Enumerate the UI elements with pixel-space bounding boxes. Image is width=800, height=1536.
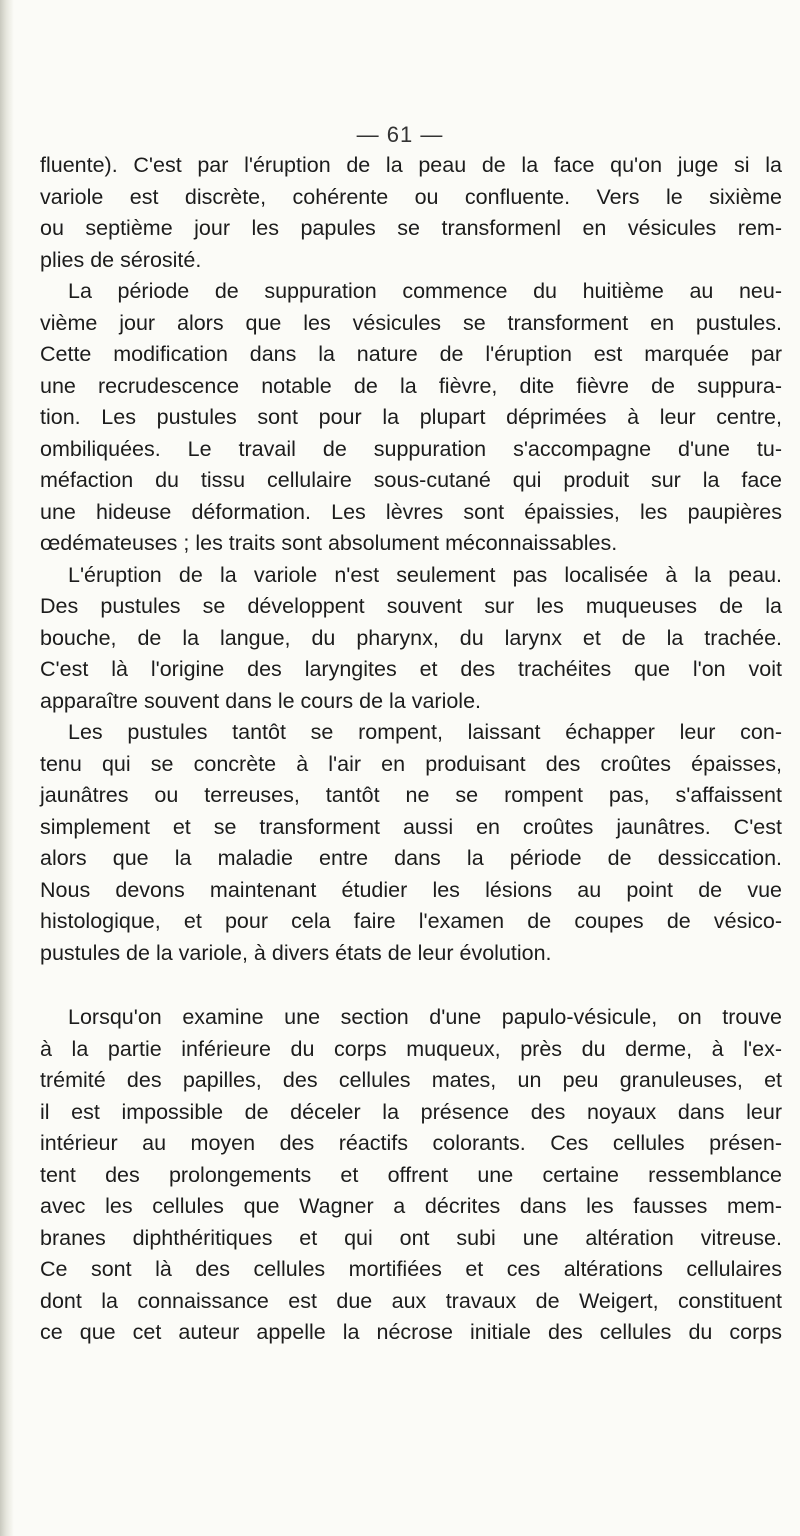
text-line: variole est discrète, cohérente ou confluente. Vers le sixième	[40, 184, 782, 209]
text-line: bouche, de la langue, du pharynx, du larynx et de la trachée.	[40, 625, 782, 650]
body-text	[40, 150, 782, 1349]
text-line: méfaction du tissu cellulaire sous-cutané qui produit sur la face	[40, 468, 782, 492]
text-line: plies de sérosité.	[40, 247, 202, 272]
text-line: avec les cellules que Wagner a décrites dans les fausses mem-	[40, 1194, 782, 1218]
text-line: intérieur au moyen des réactifs colorants. Ces cellules présen-	[40, 1131, 782, 1155]
text-line: dont la connaissance est due aux travaux de Weigert, constituent	[40, 1288, 782, 1313]
text-line: tent des prolongements et offrent une certaine ressemblance	[40, 1162, 782, 1187]
text-line: simplement et se transforment aussi en croûtes jaunâtres. C'est	[40, 814, 782, 839]
text-line: apparaître souvent dans le cours de la variole.	[40, 688, 482, 713]
text-line: pustules de la variole, à divers états de leur évolution.	[40, 940, 552, 965]
text-line: vième jour alors que les vésicules se transforment en pustules.	[40, 310, 782, 335]
text-line: à la partie inférieure du corps muqueux, près du derme, à l'ex-	[40, 1036, 782, 1061]
section-gap	[40, 969, 782, 1002]
text-line: Les pustules tantôt se rompent, laissant échapper leur con-	[68, 720, 782, 744]
text-line: une hideuse déformation. Les lèvres sont épaissies, les paupières	[40, 499, 782, 524]
text-line: Ce sont là des cellules mortifiées et ces altérations cellulaires	[40, 1257, 782, 1281]
text-line: trémité des papilles, des cellules mates, un peu granuleuses, et	[40, 1068, 782, 1092]
text-line: La période de suppuration commence du huitième au neu-	[68, 279, 782, 303]
text-line: alors que la maladie entre dans la période de dessiccation.	[40, 846, 782, 870]
text-line: ombiliquées. Le travail de suppuration s'accompagne d'une tu-	[40, 436, 782, 461]
text-line: histologique, et pour cela faire l'examen de coupes de vésico-	[40, 909, 782, 933]
page-number: — 61 —	[356, 122, 444, 147]
text-line: Des pustules se développent souvent sur les muqueuses de la	[40, 594, 782, 618]
text-line: œdémateuses ; les traits sont absolument méconnaissables.	[40, 531, 618, 555]
text-line: ce que cet auteur appelle la nécrose initiale des cellules du corps	[40, 1320, 782, 1344]
text-line: une recrudescence notable de la fièvre, dite fièvre de suppura-	[40, 373, 782, 398]
text-line: tion. Les pustules sont pour la plupart déprimées à leur centre,	[40, 405, 782, 429]
text-line: Cette modification dans la nature de l'éruption est marquée par	[40, 342, 782, 366]
text-line: tenu qui se concrète à l'air en produisant des croûtes épaisses,	[40, 751, 782, 776]
text-line: Lorsqu'on examine une section d'une papulo-vésicule, on trouve	[68, 1005, 782, 1029]
text-line: fluente). C'est par l'éruption de la peau de la face qu'on juge si la	[40, 153, 782, 177]
text-line: L'éruption de la variole n'est seulement pas localisée à la peau.	[68, 562, 782, 587]
text-line: branes diphthéritiques et qui ont subi une altération vitreuse.	[40, 1225, 782, 1250]
text-line: jaunâtres ou terreuses, tantôt ne se rompent pas, s'affaissent	[40, 783, 782, 807]
text-line: Nous devons maintenant étudier les lésions au point de vue	[40, 877, 782, 902]
text-line: il est impossible de déceler la présence des noyaux dans leur	[40, 1099, 782, 1124]
binding-shadow	[0, 0, 14, 1536]
text-line: ou septième jour les papules se transformenl en vésicules rem-	[40, 216, 782, 240]
text-line: C'est là l'origine des laryngites et des trachéites que l'on voit	[40, 657, 782, 681]
